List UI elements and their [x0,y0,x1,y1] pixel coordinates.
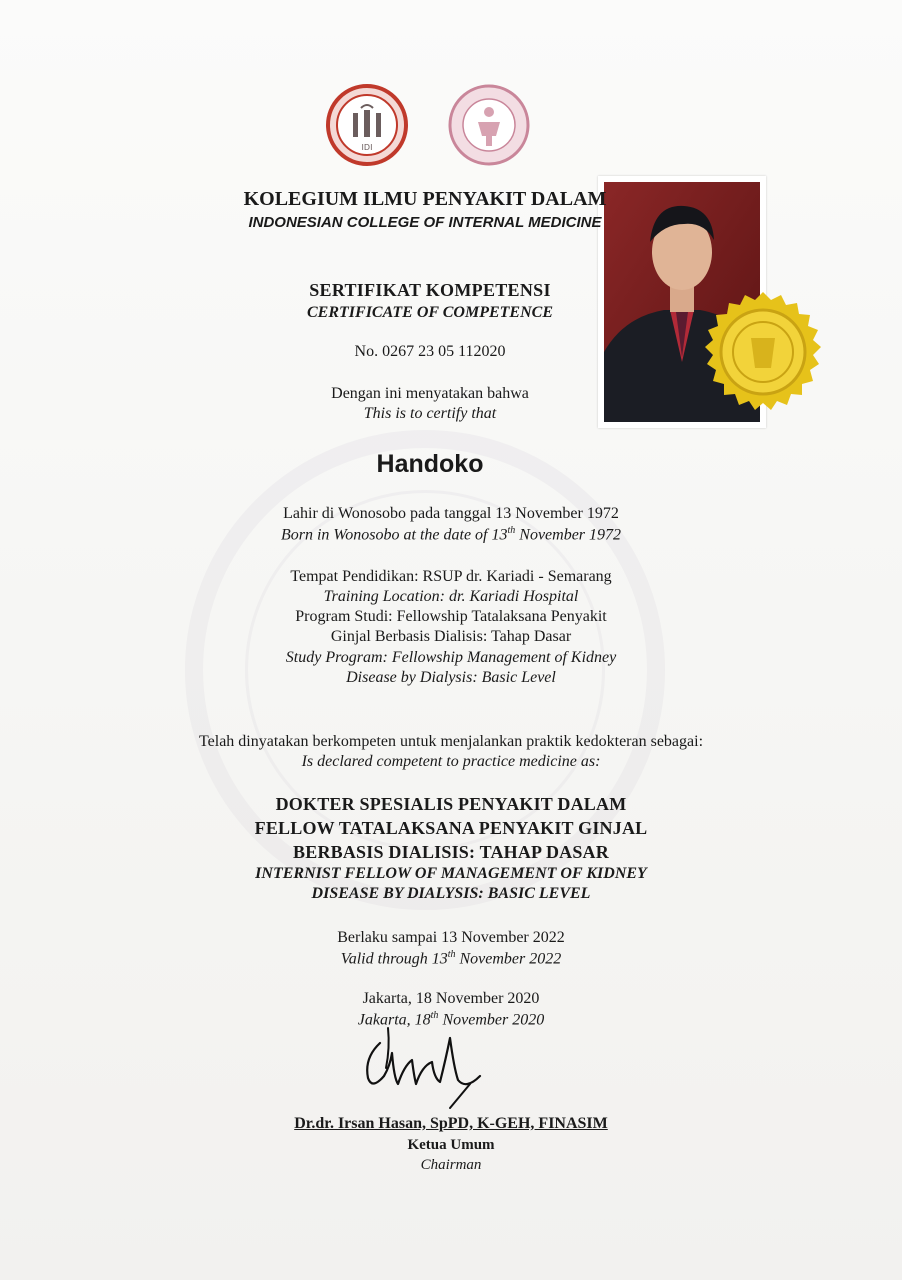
declaration-id: Dengan ini menyatakan bahwa [331,385,529,402]
papdi-logo [448,84,530,166]
certificate-title-en: CERTIFICATE OF COMPETENCE [307,304,553,321]
place-date-id: Jakarta, 18 November 2020 [362,990,540,1007]
specialist-title-en-1: INTERNIST FELLOW OF MANAGEMENT OF KIDNEY [255,865,647,882]
study-program-id-2: Ginjal Berbasis Dialisis: Tahap Dasar [330,628,572,645]
gold-seal [695,290,831,426]
specialist-title-en-2: DISEASE BY DIALYSIS: BASIC LEVEL [311,885,591,902]
svg-text:IDI: IDI [361,143,373,152]
handwritten-signature [350,1018,490,1113]
competence-statement-en: Is declared competent to practice medicine as: [301,753,601,770]
specialist-title-2: FELLOW TATALAKSANA PENYAKIT GINJAL [254,818,648,838]
valid-until-en: Valid through 13th November 2022 [340,949,562,968]
competence-statement-id: Telah dinyatakan berkompeten untuk menjalankan praktik kedokteran sebagai: [198,733,704,750]
study-program-id-1: Program Studi: Fellowship Tatalaksana Penyakit [295,608,607,625]
signatory-role-en: Chairman [420,1157,482,1173]
idi-logo [326,84,408,166]
org-name-en: INDONESIAN COLLEGE OF INTERNAL MEDICINE [248,214,602,231]
org-name-id: KOLEGIUM ILMU PENYAKIT DALAM [243,188,607,210]
holder-name: Handoko [376,450,484,478]
training-location-id: Tempat Pendidikan: RSUP dr. Kariadi - Semarang [290,568,612,585]
study-program-en-1: Study Program: Fellowship Management of Kidney [285,649,617,666]
birth-info-id: Lahir di Wonosobo pada tanggal 13 November 1972 [283,505,619,522]
birth-info-en: Born in Wonosobo at the date of 13th November 1972 [280,525,622,544]
training-location-en: Training Location: dr. Kariadi Hospital [323,588,579,605]
declaration-en: This is to certify that [363,405,497,422]
certificate-number: No. 0267 23 05 112020 [354,343,506,360]
specialist-title-1: DOKTER SPESIALIS PENYAKIT DALAM [275,794,627,814]
signatory-role-id: Ketua Umum [407,1137,495,1153]
valid-until-id: Berlaku sampai 13 November 2022 [337,929,565,946]
certificate-title-id: SERTIFIKAT KOMPETENSI [309,280,551,300]
place-date-en: Jakarta, 18th November 2020 [357,1010,545,1029]
specialist-title-3: BERBASIS DIALISIS: TAHAP DASAR [293,842,609,862]
signatory-name: Dr.dr. Irsan Hasan, SpPD, K-GEH, FINASIM [294,1115,608,1132]
study-program-en-2: Disease by Dialysis: Basic Level [346,669,556,686]
